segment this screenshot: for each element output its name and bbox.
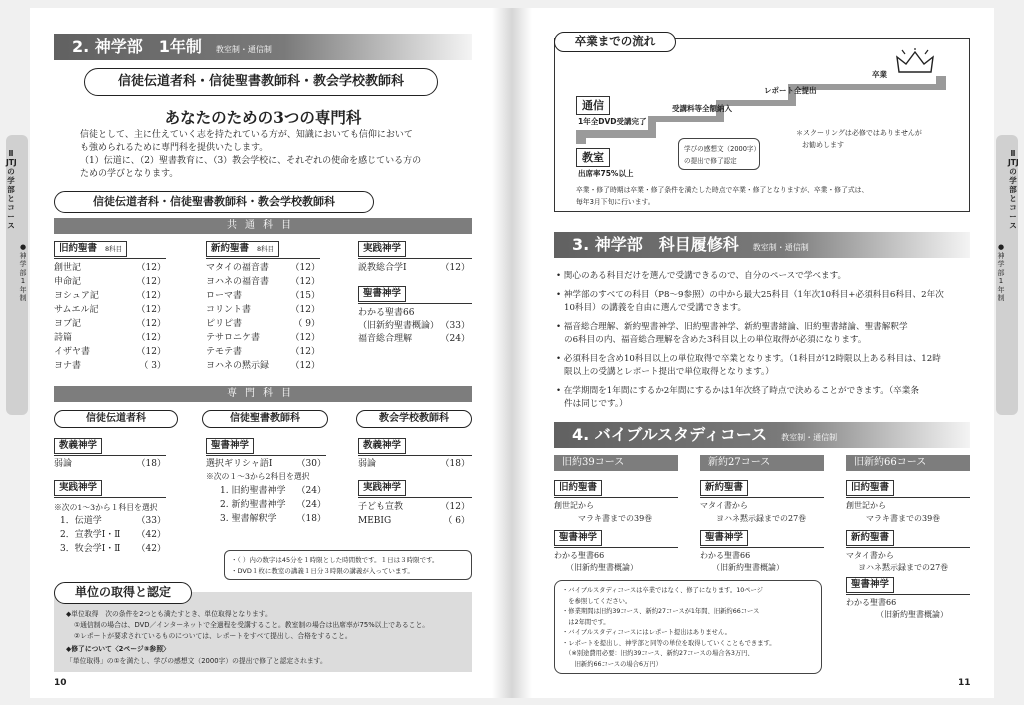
subject-row	[54, 346, 166, 358]
subject-name: ヨハネの福音書	[206, 277, 270, 287]
subject-row	[206, 290, 320, 302]
subject-hours: （ 9）	[293, 319, 320, 329]
flow-classroom: 教室	[576, 148, 610, 167]
subject-hours: （24）	[440, 334, 470, 344]
course-ot39-t1a: 創世記から	[554, 501, 594, 510]
subject-row	[206, 458, 326, 470]
subject-row	[220, 499, 326, 511]
underline-biblical-theology	[358, 303, 472, 304]
subject-row	[220, 513, 326, 525]
course-otnt66-head: 旧新約66コース	[846, 455, 970, 471]
flow-title: 卒業までの流れ	[554, 32, 676, 52]
subject-name: 3. 聖書解釈学	[220, 514, 277, 524]
subject-name: マタイの福音書	[206, 263, 269, 273]
dept-sunday-school-pill: 教会学校教師科	[356, 410, 472, 428]
subject-row	[54, 318, 166, 330]
d3-underline-1	[358, 455, 472, 456]
subject-hours: （24）	[296, 486, 326, 496]
course-ot39-t2a: わかる聖書66	[554, 551, 605, 560]
course-otnt66-t1a: 創世記から	[846, 501, 886, 510]
subject-hours: （12）	[440, 263, 470, 273]
course-otnt66-label3: 聖書神学	[846, 577, 894, 593]
d1-label-practical: 実践神学	[54, 480, 102, 496]
subject-name: テサロニケ書	[206, 333, 261, 343]
common-subjects-bar: 共通科目	[54, 218, 472, 234]
subject-name: わかる聖書66	[358, 308, 415, 318]
side-tab-left	[6, 135, 28, 415]
flow-step-report: レポート全提出	[764, 86, 817, 95]
subject-hours: （12）	[136, 305, 166, 315]
crown-icon	[894, 48, 936, 78]
course-nt27-label2: 聖書神学	[700, 530, 748, 546]
sec3-bullet-line: • 福音総合理解、新約聖書神学、旧約聖書神学、新約聖書緒論、旧約聖書緒論、聖書解釈学	[556, 322, 908, 332]
subject-name: 福音総合理解	[358, 334, 413, 344]
sec3-bullet-line: 限以上の受講とレポート提出で単位取得となります。）	[564, 367, 774, 377]
side-tab-left-label: Ⅱ JTJの学部とコース	[6, 149, 17, 230]
bible-study-note-line: 旧新約66コースの場合6万円）	[562, 660, 662, 668]
bible-study-note-line: （※別途費用必要：旧約39コース、新約27コースの場合各3万円、	[562, 650, 754, 657]
subject-hours: （12）	[136, 347, 166, 357]
d2-underline-1	[206, 455, 326, 456]
d3-label-dogmatics: 教義神学	[358, 438, 406, 454]
subject-hours: （12）	[440, 502, 470, 512]
flow-step-graduation: 卒業	[872, 70, 887, 79]
bible-study-note-line: ・バイブルスタディコースにはレポート提出はありません。	[562, 629, 731, 636]
subject-hours: （30）	[296, 459, 326, 469]
subject-row	[206, 332, 320, 344]
flow-correspondence: 通信	[576, 96, 610, 115]
subject-row	[358, 262, 470, 274]
subject-row	[358, 515, 470, 527]
sec3-bullet-line: • 必須科目を含め10科目以上の単位取得で卒業となります。（1科目が12時限以上ある科目は、12時	[556, 354, 941, 364]
section-2-title: 2. 神学部 1年制	[72, 37, 202, 56]
page-number-left: 10	[54, 678, 67, 688]
course-ot39-ul1	[554, 497, 678, 498]
side-tab-right	[996, 135, 1018, 415]
dept-evangelist-pill: 信徒伝道者科	[54, 410, 178, 428]
subject-name: 申命記	[54, 277, 82, 287]
essay-note-1: 学びの感想文（2000字）	[684, 145, 761, 153]
bible-study-note-line: ・バイブルスタディコースは卒業ではなく、修了になります。10ページ	[562, 587, 764, 594]
sec3-bullet-line: の6科目の内、福音総合理解を含めた3科目以上の単位取得が必須になります。	[564, 335, 867, 345]
course-otnt66-t1b: マラキ書までの39巻	[866, 514, 941, 523]
intro-line-3: （1）伝道に、（2）聖書教育に、（3）教会学校に、それぞれの使命を感じている方の	[80, 156, 422, 166]
course-nt27-t1b: ヨハネ黙示録までの27巻	[716, 514, 807, 523]
course-nt27-head: 新約27コース	[700, 455, 824, 471]
credit-title: 単位の取得と認定	[54, 582, 192, 604]
bible-study-note-line: を参照してください。	[562, 597, 632, 605]
course-ot39-head: 旧約39コース	[554, 455, 678, 471]
course-nt27-ul2	[700, 547, 824, 548]
dept-bible-teacher-pill: 信徒聖書教師科	[202, 410, 328, 428]
course-otnt66-label2: 新約聖書	[846, 530, 894, 546]
d1-underline-2	[54, 497, 166, 498]
subject-name: ヨナ書	[54, 361, 82, 371]
course-ot39-t2b: （旧新約聖書概論）	[566, 563, 638, 572]
label-new-testament	[206, 241, 279, 257]
course-otnt66-t3a: わかる聖書66	[846, 598, 897, 607]
subject-row	[60, 543, 166, 555]
subject-row	[60, 529, 166, 541]
bible-study-note-line: は2年間です。	[562, 618, 610, 626]
subject-hours: （18）	[296, 514, 326, 524]
schooling-note-2: お勧めします	[802, 141, 844, 149]
hours-note-2: ・DVD１枚に教室の講義１日分３時限の講義が入っています。	[231, 567, 414, 575]
course-ot39-label2: 聖書神学	[554, 530, 602, 546]
subject-name: 弱論	[358, 459, 377, 469]
course-nt27-label1: 新約聖書	[700, 480, 748, 496]
subject-row	[54, 304, 166, 316]
section-2-subtitle: 教室制・通信制	[215, 45, 272, 54]
subject-row	[54, 458, 166, 470]
course-otnt66-t2a: マタイ書から	[846, 551, 894, 560]
subject-name: 説教総合学Ⅰ	[358, 263, 407, 273]
d2-note: ※次の１〜3から2科目を選択	[206, 472, 310, 481]
subject-row	[206, 360, 320, 372]
subject-name: ピリピ書	[206, 319, 243, 329]
subject-row	[206, 262, 320, 274]
section-3-header	[554, 232, 970, 258]
subject-hours: （12）	[136, 319, 166, 329]
section-4-header	[554, 422, 970, 448]
subject-name: MEBIG	[358, 516, 392, 526]
sec3-bullet-line: 10科目）の講義を自由に選んで受講できます。	[564, 303, 747, 313]
essay-note-2: の提出で修了認定	[684, 157, 737, 165]
subject-name: サムエル記	[54, 305, 99, 315]
underline-practical-theology	[358, 258, 472, 259]
credit-line-4: ◆修了について〈2ページ⑤参照〉	[66, 645, 170, 653]
gutter-shadow	[492, 8, 532, 698]
subject-hours: （ 6）	[443, 516, 470, 526]
flow-foot-1: 卒業・修了時期は卒業・修了条件を満たした時点で卒業・修了となりますが、卒業・修了式は、	[576, 186, 869, 194]
subject-row	[60, 515, 166, 527]
section-4-title: 4. バイブルスタディコース	[572, 425, 768, 444]
flow-classroom-sub: 出席率75%以上	[578, 169, 634, 178]
subject-hours: （42）	[136, 530, 166, 540]
subject-hours: （12）	[136, 291, 166, 301]
label-new-testament-text: 新約聖書	[211, 243, 250, 254]
bible-study-note-line: ・レポートを提出し、神学部と同等の単位を取得していくこともできます。	[562, 639, 776, 647]
side-tab-right-label: Ⅱ JTJの学部とコース	[1008, 149, 1019, 230]
subject-hours: （12）	[136, 277, 166, 287]
sec3-bullet-line: • 神学部のすべての科目（P8〜9参照）の中から最大25科目（1年次10科目+必須科目6科目、2年次	[556, 290, 944, 300]
subject-hours: （12）	[290, 347, 320, 357]
course-ot39-label1: 旧約聖書	[554, 480, 602, 496]
subject-hours: （33）	[136, 516, 166, 526]
bible-study-note-line: ・修業期間は旧約39コース、新約27コースが1年間、旧新約66コース	[562, 608, 760, 615]
flow-foot-2: 毎年3月下旬に行います。	[576, 198, 655, 206]
subject-name: （旧新約聖書概論）	[358, 321, 440, 331]
subject-name: ヨブ記	[54, 319, 82, 329]
d1-underline-1	[54, 455, 166, 456]
subject-hours: （12）	[290, 305, 320, 315]
course-otnt66-ul3	[846, 594, 970, 595]
hours-note-1: ・（ ）内の数字は45分を１時限とした時間数です。１日は３時限です。	[231, 556, 439, 564]
subject-row	[206, 346, 320, 358]
course-nt27-t1a: マタイ書から	[700, 501, 748, 510]
subject-row	[358, 458, 470, 470]
course-otnt66-ul2	[846, 547, 970, 548]
subject-hours: （18）	[440, 459, 470, 469]
subject-name: 詩篇	[54, 333, 73, 343]
d3-underline-2	[358, 497, 472, 498]
d1-label-dogmatics: 教義神学	[54, 438, 102, 454]
subject-name: ローマ書	[206, 291, 243, 301]
page-number-right: 11	[958, 678, 971, 688]
side-tab-right-sub: ●神学部1年制	[997, 243, 1005, 302]
subject-name: 弱論	[54, 459, 73, 469]
flow-step-payment: 受講料等全額納入	[672, 104, 732, 113]
subject-hours: （ 3）	[139, 361, 166, 371]
side-tab-left-sub: ●神学部1年制	[19, 243, 27, 302]
hours-note-box	[224, 550, 472, 580]
subject-row	[358, 307, 470, 319]
course-nt27-t2b: （旧新約聖書概論）	[712, 563, 784, 572]
underline-new-testament	[206, 258, 320, 259]
subject-row	[358, 501, 470, 513]
essay-note	[678, 138, 760, 170]
page-right	[532, 8, 994, 698]
subject-hours: （12）	[136, 333, 166, 343]
subject-hours: （42）	[136, 544, 166, 554]
course-otnt66-t2b: ヨハネ黙示録までの27巻	[858, 563, 949, 572]
d1-note: ※次の1〜3から１科目を選択	[54, 503, 158, 512]
subject-row	[206, 304, 320, 316]
subject-name: 1．伝道学	[60, 516, 102, 526]
special-subjects-bar: 専門科目	[54, 386, 472, 402]
subject-name: 創世記	[54, 263, 82, 273]
subject-name: 3．牧会学Ⅰ・Ⅱ	[60, 544, 121, 554]
label-old-testament-text: 旧約聖書	[59, 243, 98, 254]
subject-row	[206, 318, 320, 330]
section-2-header	[54, 34, 472, 60]
subject-hours: （12）	[290, 361, 320, 371]
credit-line-3: ②レポートが要求されているものについては、レポートをすべて提出し、合格をすること。	[74, 632, 352, 640]
subject-hours: （15）	[290, 291, 320, 301]
course-ot39-t1b: マラキ書までの39巻	[578, 514, 653, 523]
subject-name: コリント書	[206, 305, 252, 315]
intro-line-1: 信徒として、主に仕えていく志を持たれている方が、知識においても信仰において	[80, 130, 413, 140]
intro-line-2: も強められるために専門科を提供いたします。	[80, 143, 269, 153]
subject-hours: （12）	[136, 263, 166, 273]
course-nt27-ul1	[700, 497, 824, 498]
subject-row	[54, 360, 166, 372]
subject-hours: （12）	[290, 263, 320, 273]
page-left	[30, 8, 492, 698]
subject-row	[54, 290, 166, 302]
subject-name: イザヤ書	[54, 347, 91, 357]
subject-hours: （12）	[290, 277, 320, 287]
label-old-testament	[54, 241, 127, 257]
subject-row	[54, 332, 166, 344]
section-3-subtitle: 教室制・通信制	[752, 243, 809, 252]
subject-name: 2．宣教学Ⅰ・Ⅱ	[60, 530, 121, 540]
subject-name: 1. 旧約聖書神学	[220, 486, 286, 496]
subject-row	[206, 276, 320, 288]
sec3-bullet-line: • 関心のある科目だけを選んで受講できるので、自分のペースで学べます。	[556, 271, 847, 281]
subject-name: ヨシュア記	[54, 291, 99, 301]
subject-hours: （24）	[296, 500, 326, 510]
credit-line-1: ◆単位取得 次の条件を2つとも満たすとき、単位取得となります。	[66, 610, 272, 618]
department-pill: 信徒伝道者科・信徒聖書教師科・教会学校教師科	[84, 68, 438, 96]
course-nt27-t2a: わかる聖書66	[700, 551, 751, 560]
credit-line-5: 「単位取得」の①を満たし、学びの感想文（2000字）の提出で修了と認定されます。	[66, 657, 327, 665]
subject-row	[54, 262, 166, 274]
subject-row	[54, 276, 166, 288]
sec3-bullet-line: • 在学期間を1年間にするか2年間にするかは1年次終了時点で決めることができます。（卒業条	[556, 386, 919, 396]
section-4-subtitle: 教室制・通信制	[781, 433, 838, 442]
subject-hours: （33）	[440, 321, 470, 331]
three-departments-heading: あなたのための3つの専門科	[164, 108, 362, 127]
subject-row	[358, 333, 470, 345]
subject-name: 子ども宣教	[358, 502, 404, 512]
subject-name: 2. 新約聖書神学	[220, 500, 286, 510]
subject-hours: （18）	[136, 459, 166, 469]
credit-line-2: ①通信制の場合は、DVD／インターネットで全過程を受講すること。教室制の場合は出席率が75%以上であること。	[74, 621, 430, 629]
course-otnt66-t3b: （旧新約聖書概論）	[876, 610, 948, 619]
subject-row	[220, 485, 326, 497]
flow-correspondence-sub: 1年全DVD受講完了	[578, 117, 647, 126]
d3-label-practical: 実践神学	[358, 480, 406, 496]
intro-line-4: ための学びとなります。	[80, 169, 179, 179]
sec3-bullet-line: 件は同じです。）	[564, 399, 628, 409]
course-otnt66-ul1	[846, 497, 970, 498]
section-3-title: 3. 神学部 科目履修科	[572, 235, 739, 254]
subject-name: 選択ギリシャ語Ⅰ	[206, 459, 273, 469]
label-biblical-theology: 聖書神学	[358, 286, 406, 302]
subject-name: テモテ書	[206, 347, 243, 357]
subject-hours: （12）	[290, 333, 320, 343]
course-ot39-ul2	[554, 547, 678, 548]
subject-name: ヨハネの黙示録	[206, 361, 270, 371]
label-old-testament-count: 8科目	[105, 245, 123, 253]
label-practical-theology: 実践神学	[358, 241, 406, 257]
schooling-note-1: ＊スクーリングは必修ではありませんが	[796, 129, 922, 137]
course-otnt66-label1: 旧約聖書	[846, 480, 894, 496]
department-subpill: 信徒伝道者科・信徒聖書教師科・教会学校教師科	[54, 191, 374, 213]
subject-row	[358, 320, 470, 332]
underline-old-testament	[54, 258, 166, 259]
d2-label-biblical: 聖書神学	[206, 438, 254, 454]
label-new-testament-count: 8科目	[257, 245, 275, 253]
